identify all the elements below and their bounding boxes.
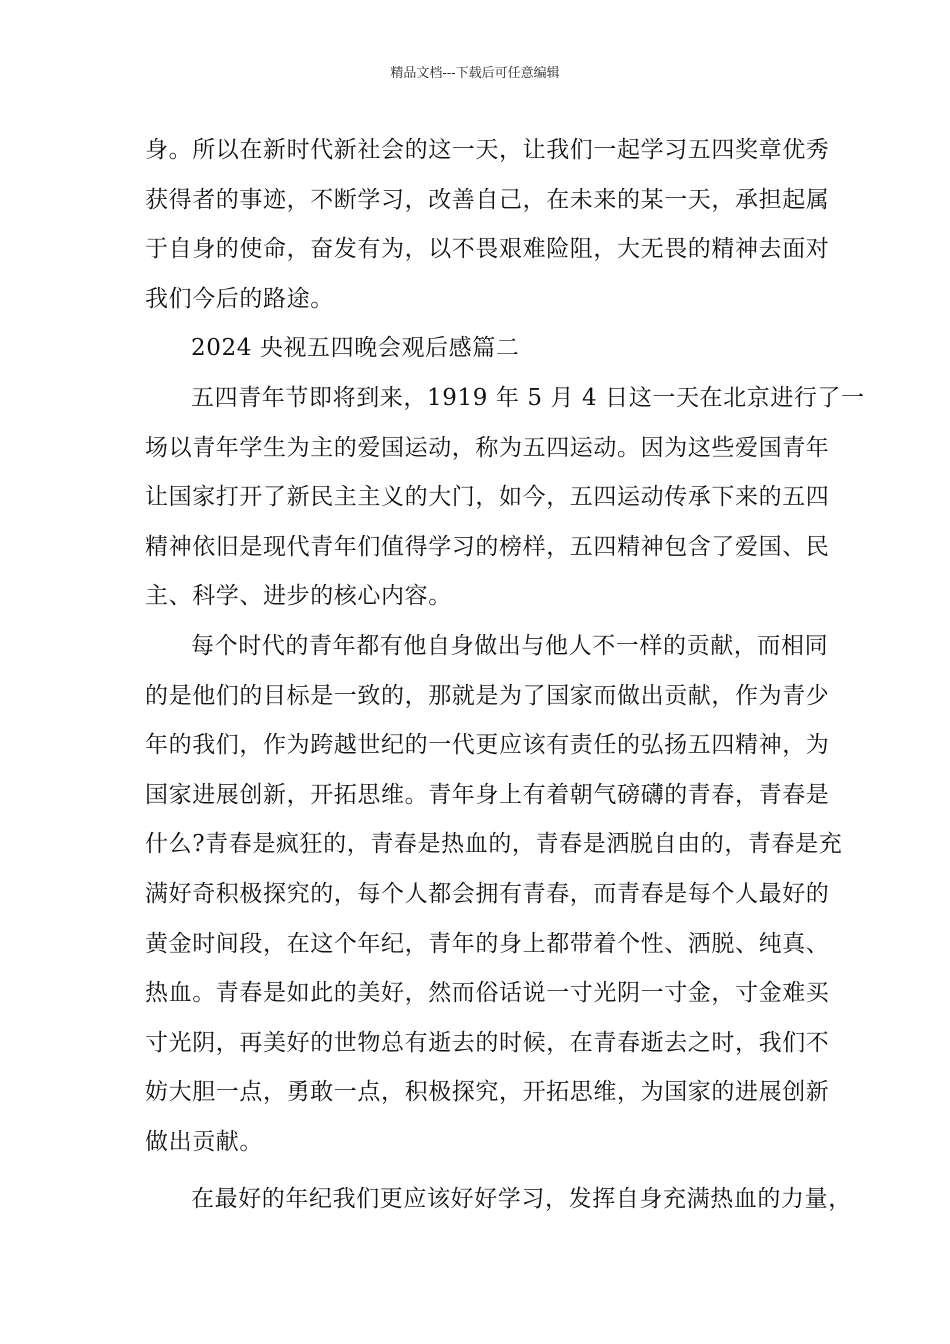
text-line: 热血。青春是如此的美好，然而俗话说一寸光阴一寸金，寸金难买 (145, 980, 830, 1007)
text-line: 在最好的年纪我们更应该好好学习，发挥自身充满热血的力量， (191, 1186, 852, 1213)
section-heading (145, 324, 837, 374)
text-line: 于自身的使命，奋发有为，以不畏艰难险阻，大无畏的精神去面对 (145, 236, 830, 263)
paragraph (145, 1175, 852, 1225)
text-line: 每个时代的青年都有他自身做出与他人不一样的贡献，而相同 (191, 632, 829, 659)
heading-line: 2024 央视五四晚会观后感篇二 (191, 335, 520, 362)
text-line: 黄金时间段，在这个年纪，青年的身上都带着个性、洒脱、纯真、 (145, 930, 830, 957)
text-line: 身。所以在新时代新社会的这一天，让我们一起学习五四奖章优秀 (145, 137, 830, 163)
text-line: 寸光阴，再美好的世物总有逝去的时候，在青春逝去之时，我们不 (145, 1029, 830, 1056)
text-line: 五四青年节即将到来，1919 年 5 月 4 日这一天在北京进行了一 (191, 384, 865, 411)
paragraph (145, 374, 865, 622)
page-header: 精品文档---下载后可任意编辑 (390, 66, 560, 81)
text-line: 精神依旧是现代青年们值得学习的榜样，五四精神包含了爱国、民 (145, 533, 830, 560)
text-line: 的是他们的目标是一致的，那就是为了国家而做出贡献，作为青少 (145, 682, 830, 709)
text-line: 获得者的事迹，不断学习，改善自己，在未来的某一天，承担起属 (145, 186, 830, 213)
text-line: 让国家打开了新民主主义的大门，如今，五四运动传承下来的五四 (145, 484, 830, 511)
text-line: 主、科学、进步的核心内容。 (145, 583, 452, 610)
paragraph-continuation (145, 126, 837, 324)
text-line: 满好奇积极探究的，每个人都会拥有青春，而青春是每个人最好的 (145, 880, 830, 907)
text-line: 妨大胆一点，勇敢一点，积极探究，开拓思维，为国家的进展创新 (145, 1079, 830, 1106)
text-line: 我们今后的路途。 (145, 285, 334, 312)
text-line: 年的我们，作为跨越世纪的一代更应该有责任的弘扬五四精神，为 (145, 732, 830, 759)
paragraph (145, 622, 843, 1168)
paragraph-gap (145, 1167, 837, 1175)
text-line: 什么?青春是疯狂的，青春是热血的，青春是洒脱自由的，青春是充 (145, 831, 843, 858)
text-line: 场以青年学生为主的爱国运动，称为五四运动。因为这些爱国青年 (145, 434, 830, 461)
text-line: 做出贡献。 (145, 1128, 263, 1155)
document-body (145, 126, 865, 1225)
text-line: 国家进展创新，开拓思维。青年身上有着朝气磅礴的青春，青春是 (145, 781, 830, 808)
